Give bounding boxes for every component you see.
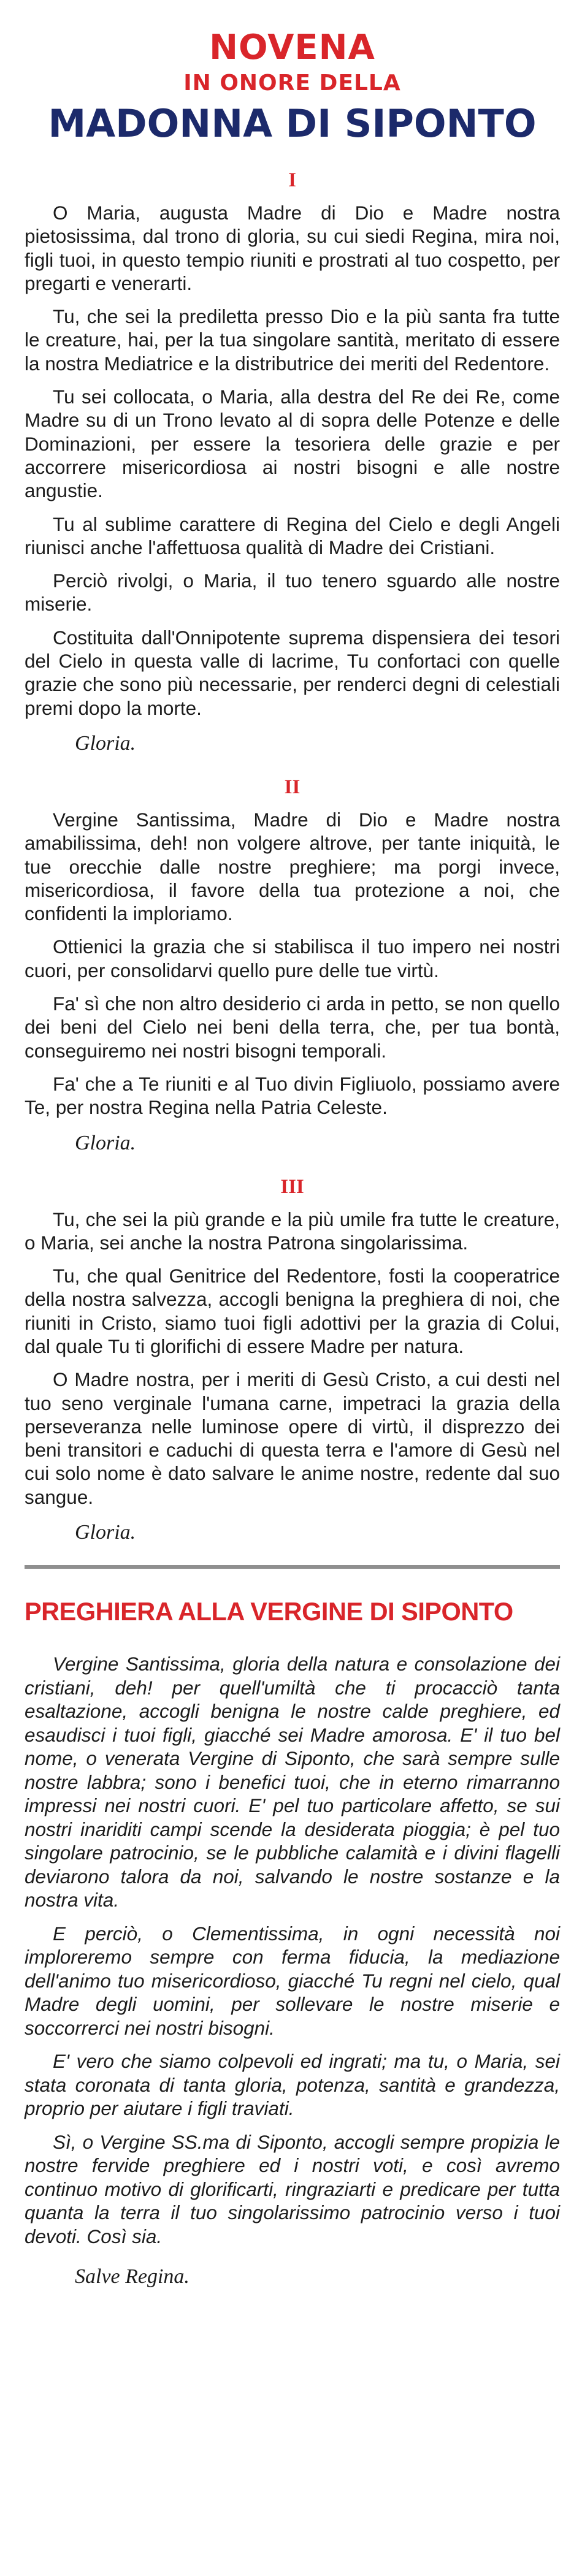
prayer-section	[25, 1595, 560, 2291]
paragraph: Vergine Santissima, Madre di Dio e Madre nostra amabilissima, deh! non volgere altrove, per tante iniquità, le tue orecchie dalle nostre preghiere; ma porgi invece, misericordiosa, il favore della tua protezione a noi, che confidenti la imploriamo.	[25, 808, 560, 925]
prayer-paragraph: Vergine Santissima, gloria della natura e consolazione dei cristiani, deh! per quell'umiltà che ti procacciò tanta esaltazione, accogli benigna le nostre calde preghiere, ed esaudisci i tuoi figli, giacché sei Madre amorosa. E' il tuo bel nome, o venerata Vergine di Siponto, che sarà sempre sulle nostre labbra; sono i benefici tuoi, che in eterno rimarranno impressi nei nostri cuori. E' pel tuo particolare affetto, se sui nostri inariditi campi scende la desiderata pioggia; è pel tuo singolare patrocinio, se le pubbliche calamità e i divini flagelli deviarono talora da noi, salvando le nostre sostanze e la nostra vita.	[25, 1653, 560, 1911]
prayer-paragraph: E' vero che siamo colpevoli ed ingrati; ma tu, o Maria, sei stata coronata di tanta gloria, potenza, santità e grandezza, proprio per aiutare i figli traviati.	[25, 2050, 560, 2120]
paragraph: Perciò rivolgi, o Maria, il tuo tenero sguardo alle nostre miserie.	[25, 570, 560, 615]
section-2	[25, 774, 560, 1157]
title-in-onore-della: IN ONORE DELLA	[183, 70, 401, 96]
section-divider	[25, 1565, 560, 1569]
paragraph: Tu al sublime carattere di Regina del Cielo e degli Angeli riunisci anche l'affettuosa qualità di Madre dei Cristiani.	[25, 513, 560, 558]
paragraph: Tu, che sei la più grande e la più umile fra tutte le creature, o Maria, sei anche la nostra Patrona singolarissima.	[25, 1208, 560, 1254]
section-numeral: III	[280, 1175, 304, 1198]
paragraph: Tu, che sei la prediletta presso Dio e la più santa fra tutte le creature, hai, per la tua singolare santità, meritato di essere la nostra Mediatrice e la distributrice dei meriti del Redentore.	[25, 305, 560, 375]
section-numeral: I	[288, 169, 296, 191]
section-3	[25, 1173, 560, 1547]
gloria-closing: Gloria.	[75, 731, 136, 755]
salve-regina-closing: Salve Regina.	[75, 2265, 190, 2288]
prayer-title: PREGHIERA ALLA VERGINE DI SIPONTO	[25, 1597, 513, 1626]
paragraph: Tu sei collocata, o Maria, alla destra del Re dei Re, come Madre su di un Trono levato al di sopra delle Potenze e delle Dominazioni, per essere la tesoriera delle grazie e per accorrere misericordiosa ai nostri bisogni e alle nostre angustie.	[25, 386, 560, 502]
prayer-paragraph: Sì, o Vergine SS.ma di Siponto, accogli sempre propizia le nostre fervide preghiere ed i nostri voti, e così avremo continuo motivo di glorificarti, ringraziarti e predicare per tutta quanta la terra il tuo singolarissimo patrocinio verso i tuoi devoti. Così sia.	[25, 2130, 560, 2247]
prayer-paragraph: E perciò, o Clementissima, in ogni necessità noi imploreremo sempre con ferma fiducia, la mediazione dell'animo tuo misericordioso, giacché Tu regni nel cielo, qual Madre degli uomini, per sollevare le nostre miserie e soccorrerci nei nostri bisogni.	[25, 1922, 560, 2039]
paragraph: Tu, che qual Genitrice del Redentore, fosti la cooperatrice della nostra salvezza, accogli benigna la preghiera di noi, che riuniti in Cristo, siamo tuoi figli adottivi per la grazia di Colui, dal quale Tu ti glorifichi di essere Madre per natura.	[25, 1265, 560, 1357]
section-numeral: II	[284, 775, 301, 798]
title-novena: NOVENA	[209, 28, 375, 67]
title-madonna-di-siponto: MADONNA DI SIPONTO	[48, 101, 537, 146]
paragraph: Fa' che a Te riuniti e al Tuo divin Figliuolo, possiamo avere Te, per nostra Regina nella Patria Celeste.	[25, 1072, 560, 1119]
paragraph: O Madre nostra, per i meriti di Gesù Cristo, a cui desti nel tuo seno verginale l'umana carne, impetraci la grazia della perseveranza nelle luminose opere di virtù, il disprezzo dei beni transitori e caduchi di questa terra e l'amore di Gesù nel cui solo nome è dato salvare le anime nostre, redente dal suo sangue.	[25, 1368, 560, 1508]
gloria-closing: Gloria.	[75, 1521, 136, 1544]
document-header	[25, 28, 560, 148]
section-1	[25, 167, 560, 758]
paragraph: Costituita dall'Onnipotente suprema dispensiera dei tesori del Cielo in questa valle di lacrime, Tu confortaci con quelle grazie che sono più necessarie, per renderci degni di celestiali premi dopo la morte.	[25, 626, 560, 719]
paragraph: O Maria, augusta Madre di Dio e Madre nostra pietosissima, dal trono di gloria, su cui siedi Regina, mira noi, figli tuoi, in questo tempio riuniti e prostrati al tuo cospetto, per pregarti e venerarti.	[25, 202, 560, 294]
gloria-closing: Gloria.	[75, 1131, 136, 1154]
paragraph: Fa' sì che non altro desiderio ci arda in petto, se non quello dei beni del Cielo nei beni della terra, che, per tua bontà, conseguiremo nei nostri bisogni temporali.	[25, 993, 560, 1062]
paragraph: Ottienici la grazia che si stabilisca il tuo impero nei nostri cuori, per consolidarvi quello pure delle tue virtù.	[25, 936, 560, 981]
